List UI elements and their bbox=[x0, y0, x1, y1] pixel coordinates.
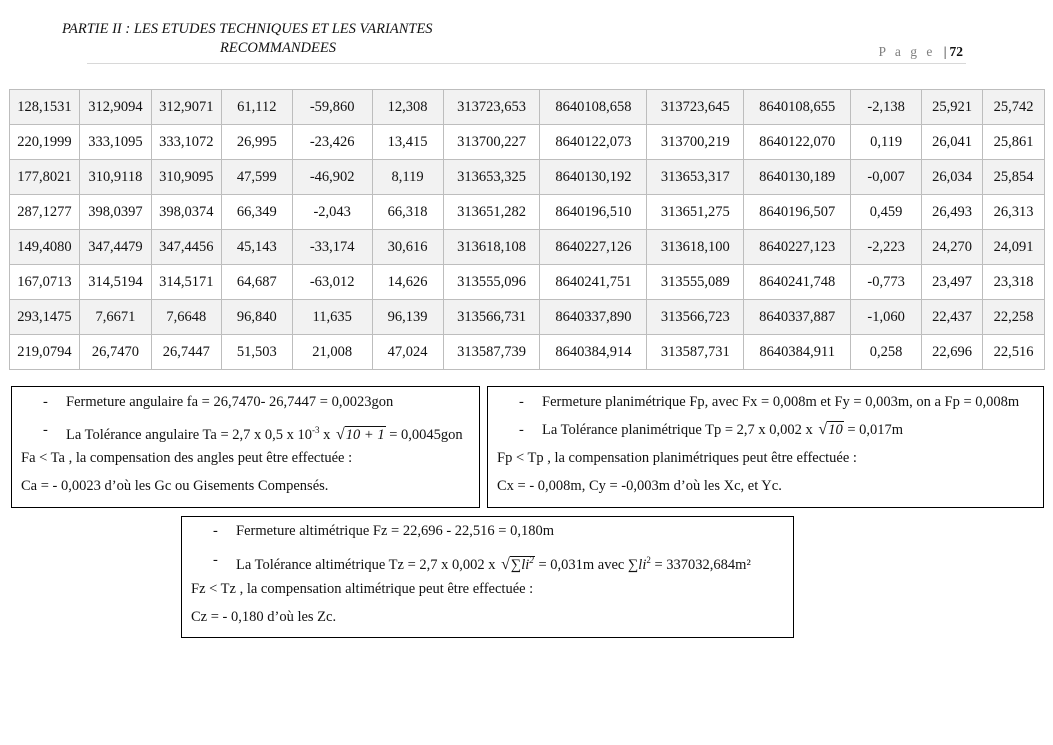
square-root: √10 + 1 bbox=[336, 425, 385, 443]
section-title-line2: RECOMMANDEES bbox=[220, 40, 336, 56]
table-row bbox=[10, 230, 1045, 265]
table-cell: 220,1999 bbox=[10, 125, 80, 160]
angular-tolerance-text: La Tolérance angulaire Ta = 2,7 x 0,5 x 10 bbox=[66, 426, 312, 443]
angular-tolerance-item bbox=[21, 416, 470, 444]
table-cell: 23,497 bbox=[922, 265, 983, 300]
table-cell: -1,060 bbox=[851, 300, 922, 335]
table-cell: 13,415 bbox=[372, 125, 443, 160]
table-cell: 26,7470 bbox=[79, 335, 151, 370]
square-root-radicand bbox=[510, 556, 535, 573]
table-cell: 47,599 bbox=[221, 160, 292, 195]
altimetric-closure-item bbox=[191, 517, 784, 545]
table-cell: 26,7447 bbox=[151, 335, 221, 370]
altimetric-tolerance-result: = 0,031m avec bbox=[534, 556, 628, 573]
planimetric-closure-box bbox=[487, 386, 1044, 508]
table-cell: 11,635 bbox=[292, 300, 372, 335]
table-cell: 313651,275 bbox=[647, 195, 744, 230]
table-cell: 25,921 bbox=[922, 90, 983, 125]
table-row bbox=[10, 335, 1045, 370]
table-cell: 312,9094 bbox=[79, 90, 151, 125]
altimetric-tolerance-item bbox=[191, 545, 784, 575]
table-cell: 8,119 bbox=[372, 160, 443, 195]
table-cell: 24,270 bbox=[922, 230, 983, 265]
table-cell: 66,349 bbox=[221, 195, 292, 230]
table-row bbox=[10, 125, 1045, 160]
table-row bbox=[10, 265, 1045, 300]
table-cell: 313700,219 bbox=[647, 125, 744, 160]
table-cell: 8640122,073 bbox=[540, 125, 647, 160]
table-cell: 310,9118 bbox=[79, 160, 151, 195]
table-cell: 8640384,914 bbox=[540, 335, 647, 370]
bullet-dash: - bbox=[43, 394, 48, 410]
sum-symbol: ∑li bbox=[627, 556, 647, 573]
table-cell: 398,0374 bbox=[151, 195, 221, 230]
table-cell: 347,4479 bbox=[79, 230, 151, 265]
table-cell: 313566,723 bbox=[647, 300, 744, 335]
table-cell: -2,043 bbox=[292, 195, 372, 230]
table-cell: 64,687 bbox=[221, 265, 292, 300]
table-cell: 26,995 bbox=[221, 125, 292, 160]
table-cell: 312,9071 bbox=[151, 90, 221, 125]
planimetric-tolerance-text: La Tolérance planimétrique Tp = 2,7 x 0,002 x bbox=[542, 422, 817, 438]
table-cell: 8640196,507 bbox=[744, 195, 851, 230]
planimetric-condition: Fp < Tp , la compensation planimétriques peut être effectuée : bbox=[497, 450, 857, 466]
planimetric-closure-text: Fermeture planimétrique Fp, avec Fx = 0,008m et Fy = 0,003m, on a Fp = 0,008m bbox=[542, 394, 1020, 410]
table-cell: -2,138 bbox=[851, 90, 922, 125]
table-cell: 8640108,655 bbox=[744, 90, 851, 125]
table-cell: -59,860 bbox=[292, 90, 372, 125]
table-cell: 8640122,070 bbox=[744, 125, 851, 160]
table-cell: -0,773 bbox=[851, 265, 922, 300]
table-cell: 333,1095 bbox=[79, 125, 151, 160]
square-root: $√\sum li^2$ bbox=[501, 555, 534, 573]
table-cell: 25,861 bbox=[983, 125, 1045, 160]
table-cell: 8640384,911 bbox=[744, 335, 851, 370]
square-root: √10 bbox=[818, 421, 843, 438]
table-cell: 347,4456 bbox=[151, 230, 221, 265]
table-cell: 313555,089 bbox=[647, 265, 744, 300]
table-cell: 30,616 bbox=[372, 230, 443, 265]
table-cell: 293,1475 bbox=[10, 300, 80, 335]
section-title-line1: PARTIE II : LES ETUDES TECHNIQUES ET LES VARIANTES bbox=[62, 21, 433, 37]
table-cell: 8640108,658 bbox=[540, 90, 647, 125]
table-cell: 8640130,189 bbox=[744, 160, 851, 195]
section-title bbox=[62, 20, 494, 58]
bullet-dash: - bbox=[213, 552, 218, 568]
angular-closure-text: Fermeture angulaire fa = 26,7470- 26,7447 = 0,0023gon bbox=[66, 394, 394, 410]
table-cell: 24,091 bbox=[983, 230, 1045, 265]
table-cell: 8640241,751 bbox=[540, 265, 647, 300]
table-cell: 25,742 bbox=[983, 90, 1045, 125]
table-cell: 8640337,890 bbox=[540, 300, 647, 335]
angular-tolerance-result: = 0,0045gon bbox=[385, 426, 463, 443]
table-cell: 25,854 bbox=[983, 160, 1045, 195]
table-row bbox=[10, 160, 1045, 195]
planimetric-tolerance-item bbox=[497, 416, 1034, 444]
table-cell: 22,258 bbox=[983, 300, 1045, 335]
table-cell: 45,143 bbox=[221, 230, 292, 265]
table-cell: 313723,653 bbox=[443, 90, 540, 125]
table-cell: -46,902 bbox=[292, 160, 372, 195]
table-cell: -0,007 bbox=[851, 160, 922, 195]
bullet-dash: - bbox=[519, 422, 524, 438]
table-cell: 8640337,887 bbox=[744, 300, 851, 335]
traverse-table bbox=[9, 89, 1045, 370]
planimetric-closure-item bbox=[497, 388, 1034, 416]
angular-closure-box bbox=[11, 386, 480, 508]
table-cell: 333,1072 bbox=[151, 125, 221, 160]
page-separator: | bbox=[943, 44, 947, 59]
bullet-dash: - bbox=[519, 394, 524, 410]
altimetric-tolerance-text: La Tolérance altimétrique Tz = 2,7 x 0,002 x bbox=[236, 556, 500, 573]
square-root-radicand: 10 bbox=[828, 422, 843, 438]
page-label: P a g e bbox=[878, 44, 936, 59]
table-cell: 22,437 bbox=[922, 300, 983, 335]
angular-tolerance-times: x bbox=[319, 426, 334, 443]
page-number-value: 72 bbox=[949, 44, 963, 59]
table-cell: 26,493 bbox=[922, 195, 983, 230]
table-cell: 22,516 bbox=[983, 335, 1045, 370]
table-cell: 96,840 bbox=[221, 300, 292, 335]
sum-exponent: 2 bbox=[646, 555, 651, 565]
table-cell: 7,6648 bbox=[151, 300, 221, 335]
table-cell: 177,8021 bbox=[10, 160, 80, 195]
table-cell: 22,696 bbox=[922, 335, 983, 370]
sum-value: = 337032,684m² bbox=[650, 556, 751, 573]
radicand-sum: ∑li bbox=[510, 556, 530, 573]
table-cell: 51,503 bbox=[221, 335, 292, 370]
table-cell: 0,459 bbox=[851, 195, 922, 230]
angular-compensation: Ca = - 0,0023 d’où les Gc ou Gisements Compensés. bbox=[21, 478, 329, 494]
table-cell: 21,008 bbox=[292, 335, 372, 370]
table-cell: 313653,317 bbox=[647, 160, 744, 195]
table-cell: 8640227,123 bbox=[744, 230, 851, 265]
bullet-dash: - bbox=[213, 523, 218, 539]
table-cell: 12,308 bbox=[372, 90, 443, 125]
header-divider bbox=[87, 63, 966, 64]
table-cell: 313555,096 bbox=[443, 265, 540, 300]
table-cell: 167,0713 bbox=[10, 265, 80, 300]
table-cell: 66,318 bbox=[372, 195, 443, 230]
table-cell: 0,258 bbox=[851, 335, 922, 370]
table-cell: 8640130,192 bbox=[540, 160, 647, 195]
table-row bbox=[10, 90, 1045, 125]
table-cell: 96,139 bbox=[372, 300, 443, 335]
table-cell: 149,4080 bbox=[10, 230, 80, 265]
table-cell: 313700,227 bbox=[443, 125, 540, 160]
table-cell: 313618,100 bbox=[647, 230, 744, 265]
table-cell: 61,112 bbox=[221, 90, 292, 125]
table-cell: 128,1531 bbox=[10, 90, 80, 125]
altimetric-closure-text: Fermeture altimétrique Fz = 22,696 - 22,516 = 0,180m bbox=[236, 523, 554, 539]
table-cell: 287,1277 bbox=[10, 195, 80, 230]
angular-condition: Fa < Ta , la compensation des angles peut être effectuée : bbox=[21, 450, 353, 466]
table-cell: 313587,731 bbox=[647, 335, 744, 370]
altimetric-compensation: Cz = - 0,180 d’où les Zc. bbox=[191, 609, 337, 625]
table-row bbox=[10, 195, 1045, 230]
table-cell: -63,012 bbox=[292, 265, 372, 300]
angular-tolerance-exponent: -3 bbox=[312, 425, 320, 435]
page-number bbox=[879, 44, 963, 60]
table-cell: 313653,325 bbox=[443, 160, 540, 195]
table-cell: 26,313 bbox=[983, 195, 1045, 230]
table-cell: 0,119 bbox=[851, 125, 922, 160]
altimetric-closure-box bbox=[181, 516, 794, 638]
planimetric-compensation: Cx = - 0,008m, Cy = -0,003m d’où les Xc, et Yc. bbox=[497, 478, 782, 494]
table-cell: 23,318 bbox=[983, 265, 1045, 300]
angular-closure-item bbox=[21, 388, 470, 416]
table-cell: 313723,645 bbox=[647, 90, 744, 125]
table-cell: -33,174 bbox=[292, 230, 372, 265]
table-cell: 8640241,748 bbox=[744, 265, 851, 300]
table-cell: -2,223 bbox=[851, 230, 922, 265]
table-cell: 7,6671 bbox=[79, 300, 151, 335]
table-cell: 219,0794 bbox=[10, 335, 80, 370]
table-cell: 14,626 bbox=[372, 265, 443, 300]
altimetric-condition: Fz < Tz , la compensation altimétrique peut être effectuée : bbox=[191, 581, 534, 597]
table-cell: -23,426 bbox=[292, 125, 372, 160]
table-cell: 398,0397 bbox=[79, 195, 151, 230]
planimetric-tolerance-result: = 0,017m bbox=[843, 422, 904, 438]
table-cell: 310,9095 bbox=[151, 160, 221, 195]
table-cell: 8640196,510 bbox=[540, 195, 647, 230]
table-cell: 313651,282 bbox=[443, 195, 540, 230]
radicand-exponent: 2 bbox=[529, 555, 534, 565]
bullet-dash: - bbox=[43, 422, 48, 438]
table-cell: 313618,108 bbox=[443, 230, 540, 265]
table-cell: 26,034 bbox=[922, 160, 983, 195]
table-cell: 313566,731 bbox=[443, 300, 540, 335]
table-cell: 47,024 bbox=[372, 335, 443, 370]
square-root-radicand: 10 + 1 bbox=[345, 426, 385, 443]
table-cell: 314,5171 bbox=[151, 265, 221, 300]
table-cell: 314,5194 bbox=[79, 265, 151, 300]
table-cell: 313587,739 bbox=[443, 335, 540, 370]
table-cell: 26,041 bbox=[922, 125, 983, 160]
table-row bbox=[10, 300, 1045, 335]
table-cell: 8640227,126 bbox=[540, 230, 647, 265]
